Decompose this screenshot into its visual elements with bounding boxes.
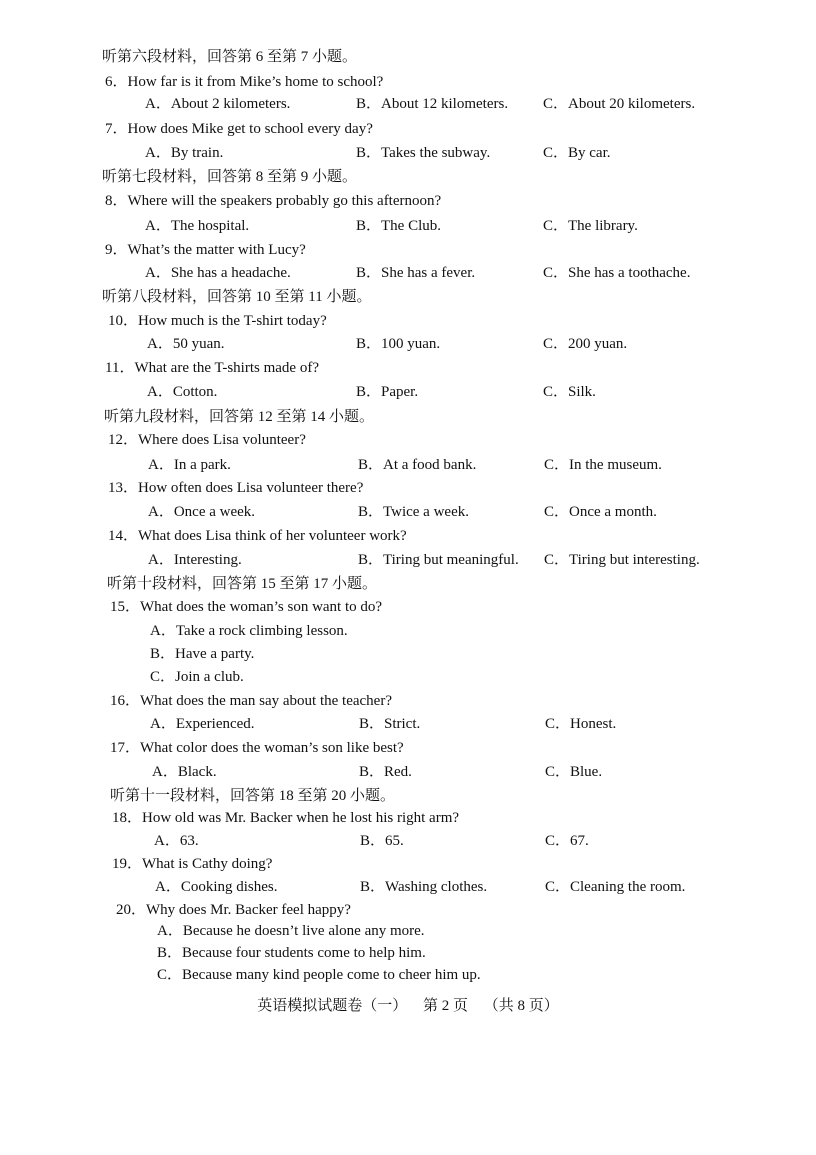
question-8	[105, 194, 441, 209]
question-number: 9．	[105, 242, 128, 258]
option-a: A．The hospital.	[145, 218, 250, 234]
option-c: C．67.	[545, 833, 589, 849]
question-18	[112, 811, 459, 826]
option-c: C．About 20 kilometers.	[543, 96, 696, 112]
option-b: B．Have a party.	[150, 646, 255, 662]
question-14	[108, 529, 407, 544]
section-heading-7: 听第七段材料，回答第 8 至第 9 小题。	[102, 169, 358, 185]
question-number: 19．	[112, 856, 143, 872]
option-b: B．Paper.	[356, 384, 419, 400]
option-b: B．Because four students come to help him.	[157, 945, 426, 961]
question-17	[110, 741, 404, 756]
option-c: C．Cleaning the room.	[545, 879, 686, 895]
option-c: C．Honest.	[545, 716, 617, 732]
option-c: C．200 yuan.	[543, 336, 628, 352]
question-text: Why does Mr. Backer feel happy?	[146, 902, 351, 918]
option-a: A．Black.	[152, 764, 217, 780]
question-16	[110, 694, 392, 709]
option-c: C．Blue.	[545, 764, 603, 780]
option-c: C．Because many kind people come to cheer him up.	[157, 967, 481, 983]
question-number: 18．	[112, 810, 143, 826]
question-13	[108, 481, 363, 496]
option-b: B．100 yuan.	[356, 336, 441, 352]
option-b: B．She has a fever.	[356, 265, 476, 281]
question-number: 16．	[110, 693, 141, 709]
question-text: How does Mike get to school every day?	[127, 121, 373, 137]
question-number: 10．	[108, 313, 139, 329]
question-text: How far is it from Mike’s home to school?	[127, 74, 384, 90]
question-text: Where will the speakers probably go this afternoon?	[127, 193, 442, 209]
option-c: C．By car.	[543, 145, 611, 161]
page-footer	[0, 999, 816, 1014]
section-heading-6: 听第六段材料，回答第 6 至第 7 小题。	[102, 49, 358, 65]
option-a: A．Experienced.	[150, 716, 255, 732]
option-a: A．In a park.	[148, 457, 231, 473]
section-heading-9: 听第九段材料，回答第 12 至第 14 小题。	[104, 409, 375, 425]
question-20	[116, 903, 351, 918]
option-a: A．Because he doesn’t live alone any more.	[157, 923, 425, 939]
section-heading-11: 听第十一段材料，回答第 18 至第 20 小题。	[110, 788, 396, 804]
option-c: C．The library.	[543, 218, 638, 234]
question-text: How often does Lisa volunteer there?	[138, 480, 364, 496]
option-a: A．Cooking dishes.	[155, 879, 278, 895]
question-number: 6．	[105, 74, 128, 90]
option-b: B．Tiring but meaningful.	[358, 552, 519, 568]
question-12	[108, 433, 306, 448]
question-text: How old was Mr. Backer when he lost his right arm?	[142, 810, 460, 826]
option-c: C．In the museum.	[544, 457, 662, 473]
page-number: 第 2 页	[422, 998, 468, 1014]
question-11	[105, 361, 319, 376]
option-b: B．Strict.	[359, 716, 421, 732]
question-text: What does Lisa think of her volunteer work?	[138, 528, 407, 544]
exam-title: 英语模拟试题卷（一）	[257, 998, 408, 1014]
question-number: 11．	[105, 360, 135, 376]
option-a: A．50 yuan.	[147, 336, 225, 352]
option-b: B．Red.	[359, 764, 412, 780]
question-text: What is Cathy doing?	[142, 856, 273, 872]
section-heading-10: 听第十段材料，回答第 15 至第 17 小题。	[107, 576, 378, 592]
question-number: 20．	[116, 902, 147, 918]
option-a: A．Once a week.	[148, 504, 256, 520]
question-text: What are the T-shirts made of?	[134, 360, 319, 376]
option-b: B．Takes the subway.	[356, 145, 491, 161]
option-b: B．Twice a week.	[358, 504, 469, 520]
question-15	[110, 600, 382, 615]
option-a: A．About 2 kilometers.	[145, 96, 291, 112]
question-number: 15．	[110, 599, 141, 615]
question-9	[105, 243, 306, 258]
question-number: 13．	[108, 480, 139, 496]
option-c: C．Join a club.	[150, 669, 244, 685]
option-c: C．Silk.	[543, 384, 596, 400]
option-a: A．Interesting.	[148, 552, 242, 568]
question-number: 12．	[108, 432, 139, 448]
option-b: B．About 12 kilometers.	[356, 96, 509, 112]
option-c: C．Tiring but interesting.	[544, 552, 700, 568]
option-a: A．Take a rock climbing lesson.	[150, 623, 348, 639]
question-number: 7．	[105, 121, 128, 137]
question-text: What’s the matter with Lucy?	[127, 242, 306, 258]
option-b: B．The Club.	[356, 218, 441, 234]
option-a: A．She has a headache.	[145, 265, 291, 281]
question-19	[112, 857, 272, 872]
question-text: How much is the T-shirt today?	[138, 313, 327, 329]
question-text: Where does Lisa volunteer?	[138, 432, 306, 448]
question-number: 14．	[108, 528, 139, 544]
section-heading-8: 听第八段材料，回答第 10 至第 11 小题。	[102, 289, 372, 305]
page-total: （共 8 页）	[483, 998, 559, 1014]
option-b: B．65.	[360, 833, 404, 849]
question-text: What does the man say about the teacher?	[140, 693, 392, 709]
question-number: 17．	[110, 740, 141, 756]
option-b: B．At a food bank.	[358, 457, 477, 473]
option-a: A．By train.	[145, 145, 224, 161]
question-7	[105, 122, 373, 137]
option-b: B．Washing clothes.	[360, 879, 488, 895]
option-c: C．She has a toothache.	[543, 265, 691, 281]
option-c: C．Once a month.	[544, 504, 657, 520]
question-text: What does the woman’s son want to do?	[140, 599, 383, 615]
question-number: 8．	[105, 193, 128, 209]
option-a: A．63.	[154, 833, 199, 849]
question-10	[108, 314, 327, 329]
question-6	[105, 75, 383, 90]
question-text: What color does the woman’s son like best?	[140, 740, 404, 756]
option-a: A．Cotton.	[147, 384, 218, 400]
